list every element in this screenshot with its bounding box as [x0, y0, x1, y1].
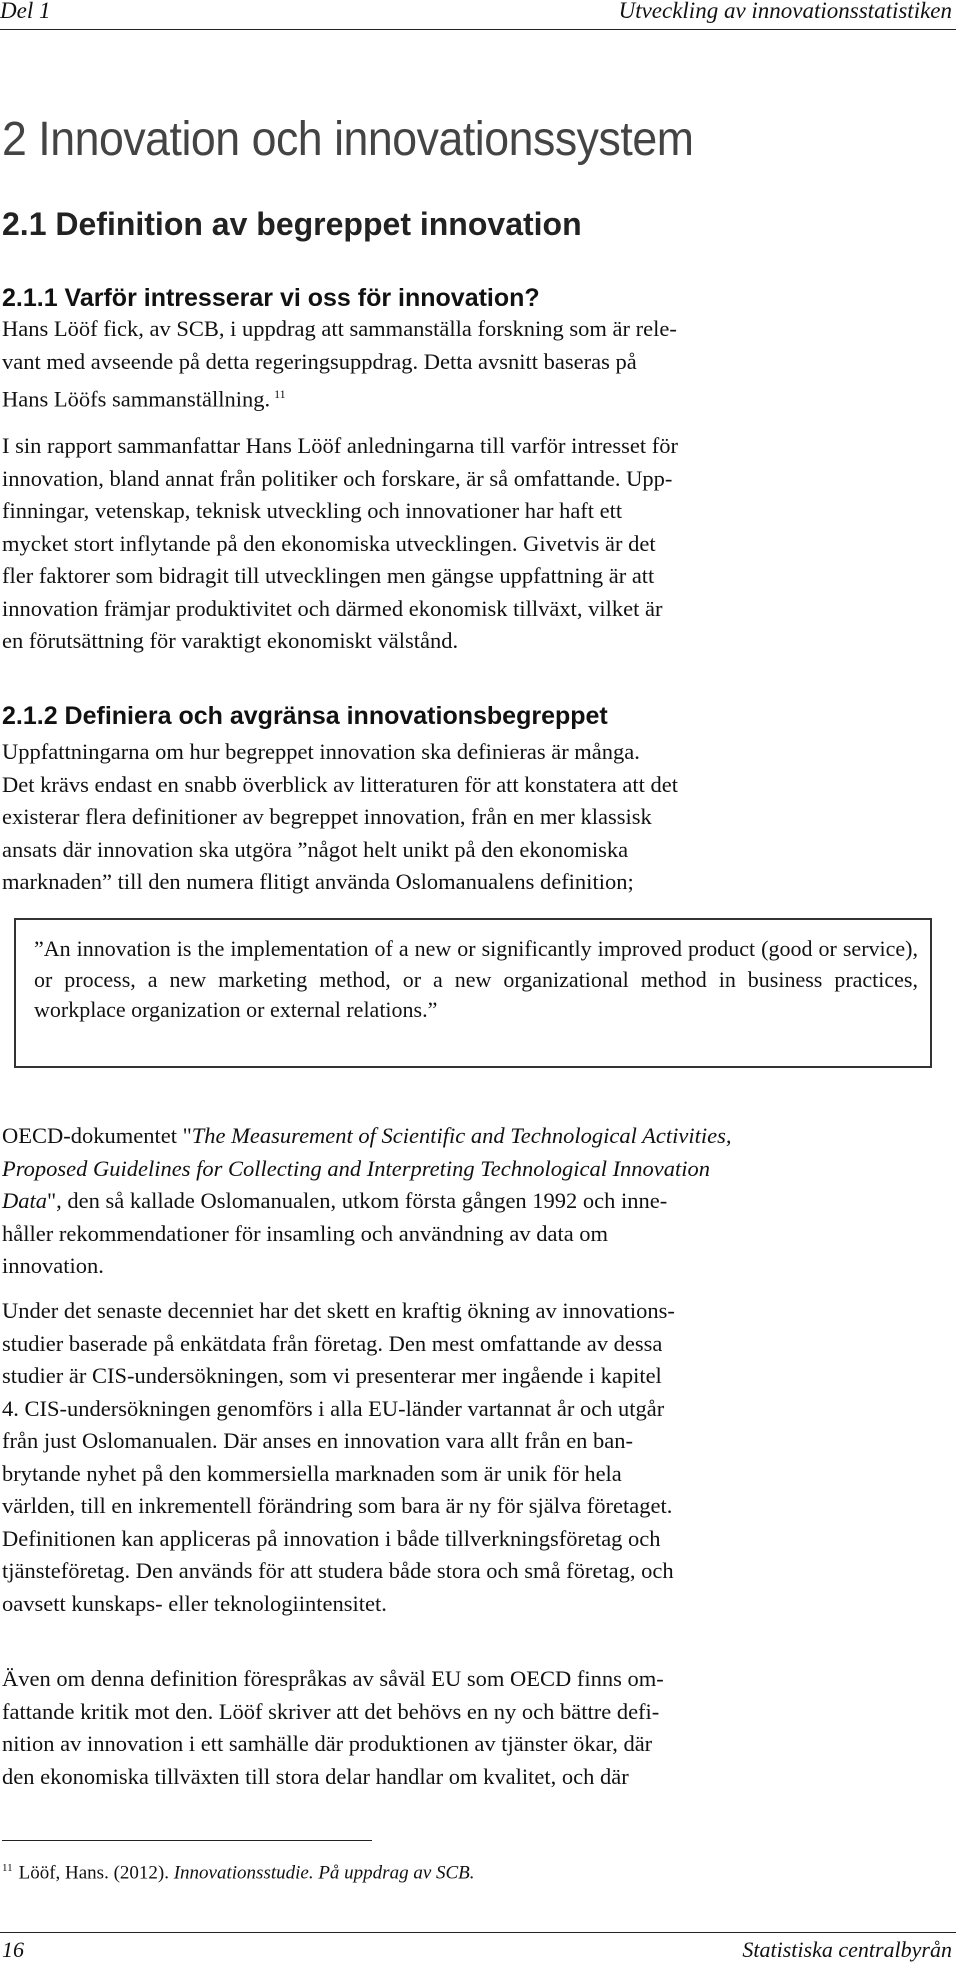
document-title-italic: The Measurement of Scientific and Technological Activities, — [191, 1123, 732, 1148]
text-line: tjänsteföretag. Den används för att studera både stora och små företag, och — [2, 1558, 674, 1583]
paragraph-cis — [2, 1295, 954, 1620]
text-line: världen, till en inkrementell förändring som bara är ny för själva företaget. — [2, 1493, 673, 1518]
text-line: fler faktorer som bidragit till utvecklingen men gängse uppfattning är att — [2, 563, 655, 588]
text-line: innovation, bland annat från politiker och forskare, är så omfattande. Upp- — [2, 465, 673, 491]
text-line: den ekonomiska tillväxten till stora delar handlar om kvalitet, och där — [2, 1763, 629, 1789]
footnote-reference[interactable]: 11 — [274, 387, 286, 401]
text-line: existerar flera definitioner av begreppet innovation, från en mer klassisk — [2, 804, 652, 829]
page-number: 16 — [2, 1937, 24, 1962]
text-line: oavsett kunskaps- eller teknologiintensitet. — [2, 1590, 387, 1616]
chapter-title: 2 Innovation och innovationssystem — [2, 113, 694, 166]
text-segment: ", den så kallade Oslomanualen, utkom första gången 1992 och inne- — [47, 1188, 668, 1213]
text-line: håller rekommendationer för insamling och användning av data om — [2, 1220, 609, 1246]
footnote-divider — [2, 1840, 372, 1841]
text-line: ansats där innovation ska utgöra ”något helt unikt på den ekonomiska — [2, 836, 629, 862]
footnote-text: Lööf, Hans. (2012). — [18, 1862, 174, 1884]
document-title-italic: Data — [2, 1188, 47, 1213]
text-line: studier är CIS-undersökningen, som vi presenterar mer ingående i kapitel — [2, 1363, 662, 1388]
text-line: en förutsättning för varaktigt ekonomiskt välstånd. — [2, 628, 459, 653]
paragraph-oecd — [2, 1120, 954, 1283]
text-line: Hans Lööf fick, av SCB, i uppdrag att sammanställa forskning som är rele- — [2, 316, 677, 341]
text-line: Uppfattningarna om hur begreppet innovation ska definieras är många. — [2, 739, 640, 764]
text-line: Även om denna definition förespråkas av såväl EU som OECD finns om- — [2, 1666, 664, 1691]
text-line: innovation. — [2, 1253, 104, 1278]
subsection-title-define-innovation: 2.1.2 Definiera och avgränsa innovationsbegreppet — [2, 702, 608, 730]
text-line: marknaden” till den numera flitigt använda Oslomanualens definition; — [2, 869, 634, 894]
text-line — [2, 1120, 954, 1153]
footnote-title-italic: Innovationsstudie. På uppdrag av SCB. — [173, 1862, 475, 1884]
oslo-definition-quote: ”An innovation is the implementation of a new or significantly improved product (good or service), or process, a new marketing method, or a new organizational method in business practices, workplace organization or external relations.” — [34, 936, 918, 1022]
text-line — [2, 1185, 954, 1218]
footnote-number: 11 — [2, 1862, 13, 1874]
subsection-title-why-innovation: 2.1.1 Varför intresserar vi oss för innovation? — [2, 284, 540, 312]
text-line: fattande kritik mot den. Lööf skriver att det behövs en ny och bättre defi- — [2, 1698, 660, 1724]
running-header — [0, 0, 956, 30]
section-title: 2.1 Definition av begreppet innovation — [2, 206, 582, 242]
text-line: vant med avseende på detta regeringsuppdrag. Detta avsnitt baseras på — [2, 348, 637, 374]
footer-publisher: Statistiska centralbyrån — [742, 1937, 952, 1962]
header-part-label: Del 1 — [0, 0, 51, 23]
text-line: studier baserade på enkätdata från företag. Den mest omfattande av dessa — [2, 1330, 663, 1356]
page-footer — [0, 1932, 956, 1963]
text-line: I sin rapport sammanfattar Hans Lööf anledningarna till varför intresset för — [2, 433, 679, 458]
text-segment: OECD-dokumentet " — [2, 1123, 192, 1148]
text-line: mycket stort inflytande på den ekonomiska utvecklingen. Givetvis är det — [2, 530, 656, 556]
header-report-title: Utveckling av innovationsstatistiken — [618, 0, 952, 23]
text-line: Proposed Guidelines for Collecting and Interpreting Technological Innovation — [2, 1155, 711, 1181]
oslo-definition-quote-box — [14, 918, 932, 1068]
footnote — [2, 1862, 475, 1884]
text-line: Under det senaste decenniet har det skett en kraftig ökning av innovations- — [2, 1298, 675, 1323]
paragraph-definitions — [2, 736, 954, 899]
text-line: finningar, vetenskap, teknisk utveckling och innovationer har haft ett — [2, 498, 623, 523]
paragraph-rapport — [2, 430, 954, 658]
text-line: Det krävs endast en snabb överblick av litteraturen för att konstatera att det — [2, 771, 678, 797]
paragraph-criticism — [2, 1663, 954, 1793]
text-line: innovation främjar produktivitet och därmed ekonomisk tillväxt, vilket är — [2, 595, 663, 621]
text-line: nition av innovation i ett samhälle där produktionen av tjänster ökar, där — [2, 1731, 653, 1756]
text-line: brytande nyhet på den kommersiella marknaden som är unik för hela — [2, 1460, 622, 1486]
text-line — [2, 378, 954, 416]
text-line: 4. CIS-undersökningen genomförs i alla EU-länder vartannat år och utgår — [2, 1395, 665, 1421]
text-line-content: Hans Lööfs sammanställning. — [2, 386, 271, 412]
text-line: från just Oslomanualen. Där anses en innovation vara allt från en ban- — [2, 1428, 634, 1453]
paragraph-intro — [2, 313, 954, 416]
text-line: Definitionen kan appliceras på innovation i både tillverkningsföretag och — [2, 1525, 661, 1551]
